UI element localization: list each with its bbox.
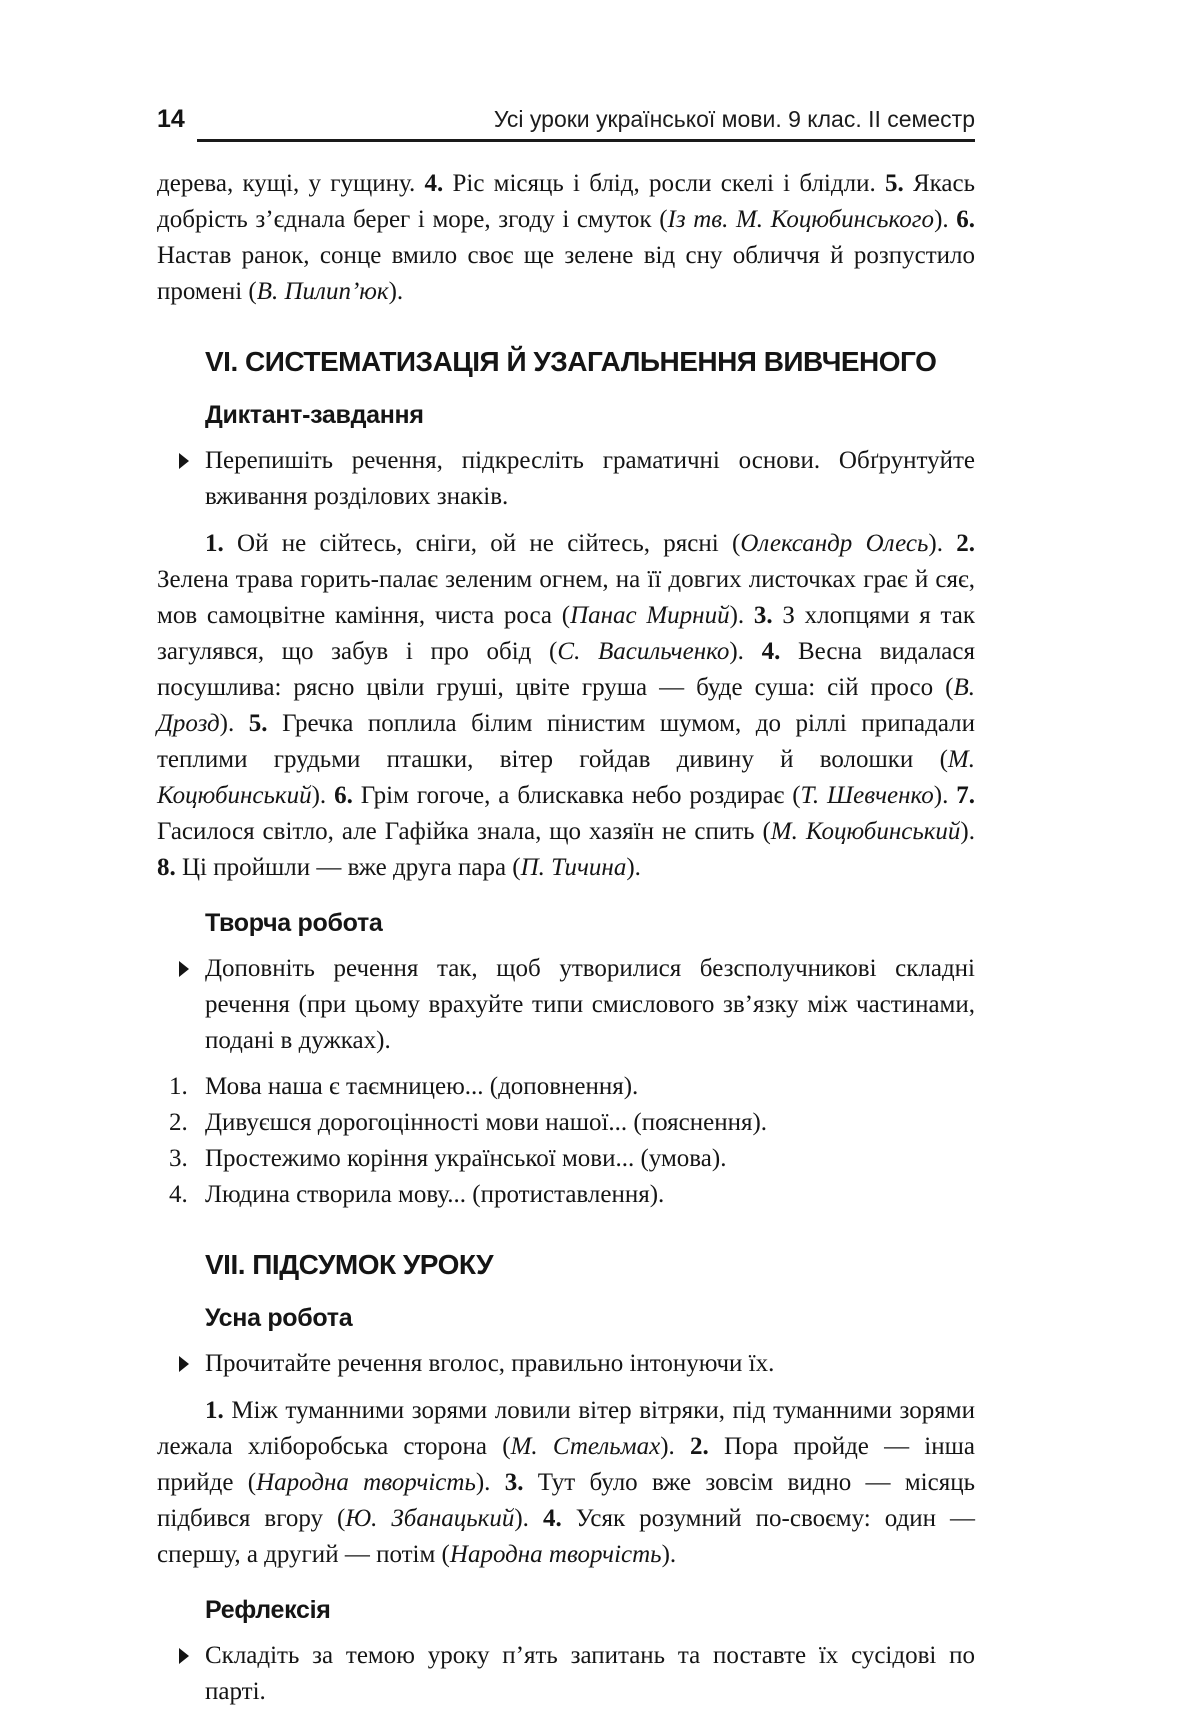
dictation-instruction-text: Перепишіть речення, підкресліть граматичні основи. Обґрунтуйте вживання розділових знаків.	[205, 447, 975, 510]
item-number: 4.	[169, 1181, 188, 1208]
triangle-bullet-icon	[179, 1648, 189, 1664]
triangle-bullet-icon	[179, 1356, 189, 1372]
list-item	[157, 1105, 975, 1141]
item-text: Дивуєшся дорогоцінності мови нашої... (пояснення).	[205, 1109, 768, 1136]
section-vii-heading: VII. ПІДСУМОК УРОКУ	[205, 1249, 494, 1280]
item-text: Людина створила мову... (протиставлення).	[205, 1181, 665, 1208]
dictation-subheading: Диктант-завдання	[205, 401, 424, 429]
triangle-bullet-icon	[179, 453, 189, 469]
header-right	[197, 106, 975, 142]
header-rule	[197, 139, 975, 142]
item-text: Простежимо коріння української мови... (умова).	[205, 1145, 727, 1172]
dictation-sentences: 1. Ой не сійтесь, сніги, ой не сійтесь, рясні (Олександр Олесь). 2. Зелена трава горить-палає зеленим огнем, на її довгих листочках грає й сяє, мов самоцвітне каміння, чиста роса (Панас Мирний). 3. З хлопцями я так загулявся, що забув і про обід (С. Васильченко). 4. Весна видалася посушлива: рясно цвіли груші, цвіте груша — буде суша: сій просо (В. Дрозд). 5. Гречка поплила білим пінистим шумом, до ріллі припадали теплими грудьми пташки, вітер гойдав дивину й волошки (М. Коцюбинський). 6. Грім гогоче, а блискавка небо роздирає (Т. Шевченко). 7. Гасилося світло, але Гафійка знала, що хазяїн не спить (М. Коцюбинський). 8. Ці пройшли — вже друга пара (П. Тичина).	[157, 530, 976, 881]
oral-subheading: Усна робота	[205, 1304, 353, 1332]
creative-subheading: Творча робота	[205, 909, 383, 937]
section-vi-heading: VI. СИСТЕМАТИЗАЦІЯ Й УЗАГАЛЬНЕННЯ ВИВЧЕНОГО	[205, 346, 937, 377]
list-item	[157, 1141, 975, 1177]
reflection-instruction	[157, 1638, 975, 1710]
running-title: Усі уроки української мови. 9 клас. ІІ семестр	[493, 106, 975, 132]
page-number: 14	[157, 105, 185, 133]
creative-instruction-text: Доповніть речення так, щоб утворилися безсполучникові складні речення (при цьому врахуйте типи смислового зв’язку між частинами, подані в дужках).	[205, 955, 975, 1054]
oral-instruction	[157, 1346, 975, 1382]
reflection-subheading: Рефлексія	[205, 1596, 331, 1624]
item-text: Мова наша є таємницею... (доповнення).	[205, 1073, 639, 1100]
creative-task-list	[157, 1069, 975, 1213]
dictation-instruction	[157, 443, 975, 515]
oral-instruction-text: Прочитайте речення вголос, правильно інтонуючи їх.	[205, 1350, 775, 1377]
item-number: 3.	[169, 1145, 188, 1172]
item-number: 1.	[169, 1073, 188, 1100]
triangle-bullet-icon	[179, 961, 189, 977]
intro-paragraph: дерева, кущі, у гущину. 4. Ріс місяць і блід, росли скелі і блідли. 5. Якась добрість з’єднала берег і море, згоду і смуток (Із тв. М. Коцюбинського). 6. Настав ранок, сонце вмило своє ще зелене від сну обличчя й розпустило промені (В. Пилип’юк).	[157, 170, 976, 305]
oral-sentences: 1. Між туманними зорями ловили вітер вітряки, під туманними зорями лежала хліборобська сторона (М. Стельмах). 2. Пора пройде — інша прийде (Народна творчість). 3. Тут було вже зовсім видно — місяць підбився вгору (Ю. Збанацький). 4. Усяк розумний по-своєму: один — спершу, а другий — потім (Народна творчість).	[157, 1397, 976, 1568]
item-number: 2.	[169, 1109, 188, 1136]
list-item	[157, 1069, 975, 1105]
reflection-instruction-text: Складіть за темою уроку п’ять запитань та поставте їх сусідові по парті.	[205, 1642, 975, 1705]
page-header	[157, 106, 975, 142]
list-item	[157, 1177, 975, 1213]
creative-instruction	[157, 951, 975, 1059]
